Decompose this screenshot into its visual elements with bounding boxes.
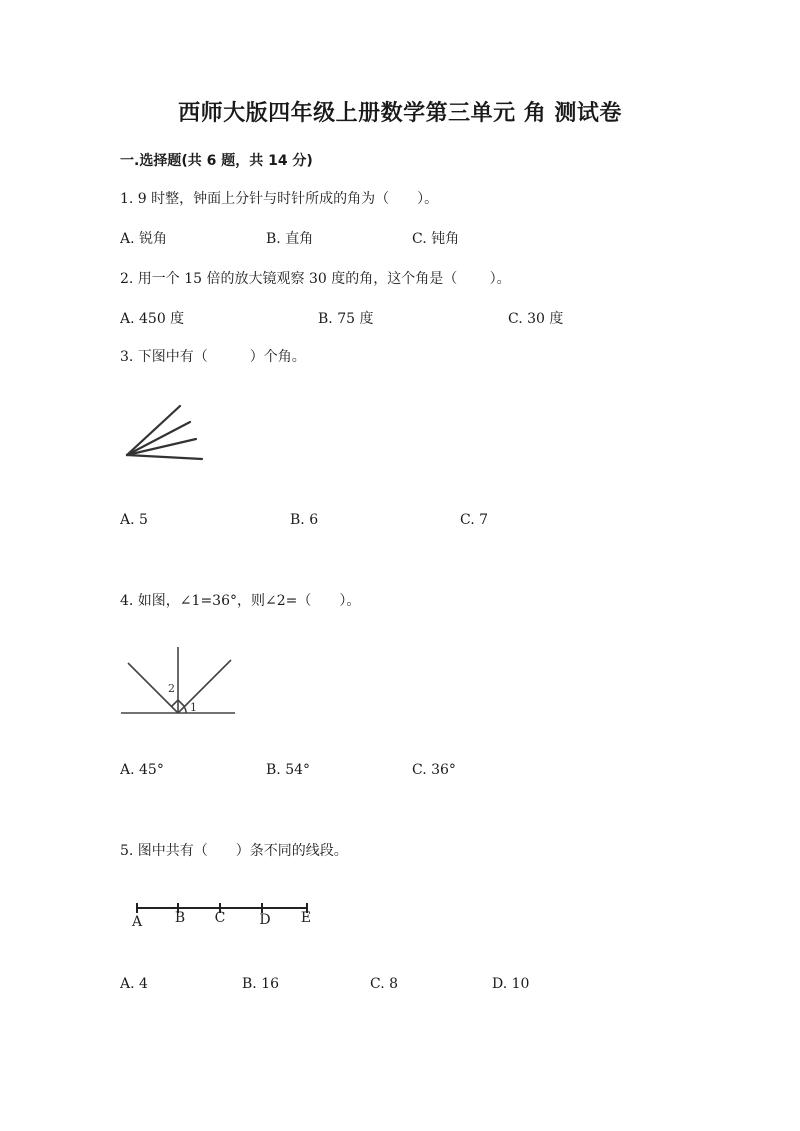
q3-option-b[interactable]: B. 6: [290, 512, 319, 528]
angle-2-label: 2: [168, 682, 175, 695]
section-heading: 一.选择题(共 6 题，共 14 分): [120, 153, 313, 169]
point-d-label: D: [259, 912, 271, 928]
question-5-text: 5. 图中共有（ ）条不同的线段。: [120, 843, 348, 859]
q4-option-c[interactable]: C. 36°: [412, 762, 456, 778]
q5-option-b[interactable]: B. 16: [242, 976, 280, 992]
q1-option-b[interactable]: B. 直角: [266, 231, 314, 247]
q1-option-c[interactable]: C. 钝角: [412, 231, 460, 247]
point-c-label: C: [214, 910, 226, 926]
q1-option-a[interactable]: A. 锐角: [120, 231, 168, 247]
q4-option-b[interactable]: B. 54°: [266, 762, 311, 778]
point-a-label: A: [131, 914, 143, 930]
q3-option-a[interactable]: A. 5: [120, 512, 148, 528]
question-4-text: 4. 如图，∠1=36°，则∠2=（ ）。: [120, 593, 361, 609]
q2-option-c[interactable]: C. 30 度: [508, 311, 564, 327]
point-e-label: E: [300, 910, 312, 926]
q2-option-a[interactable]: A. 450 度: [120, 311, 185, 327]
page-title: 西师大版四年级上册数学第三单元 角 测试卷: [178, 100, 622, 126]
q4-option-a[interactable]: A. 45°: [120, 762, 164, 778]
question-1-text: 1. 9 时整，钟面上分针与时针所成的角为（ ）。: [120, 191, 439, 207]
question-2-text: 2. 用一个 15 倍的放大镜观察 30 度的角，这个角是（ ）。: [120, 271, 511, 287]
question-3-text: 3. 下图中有（ ）个角。: [120, 349, 306, 365]
point-b-label: B: [174, 910, 186, 926]
q3-option-c[interactable]: C. 7: [460, 512, 489, 528]
q5-option-c[interactable]: C. 8: [370, 976, 399, 992]
q5-option-a[interactable]: A. 4: [120, 976, 148, 992]
angle-1-label: 1: [190, 701, 197, 714]
q5-option-d[interactable]: D. 10: [492, 976, 530, 992]
q2-option-b[interactable]: B. 75 度: [318, 311, 374, 327]
